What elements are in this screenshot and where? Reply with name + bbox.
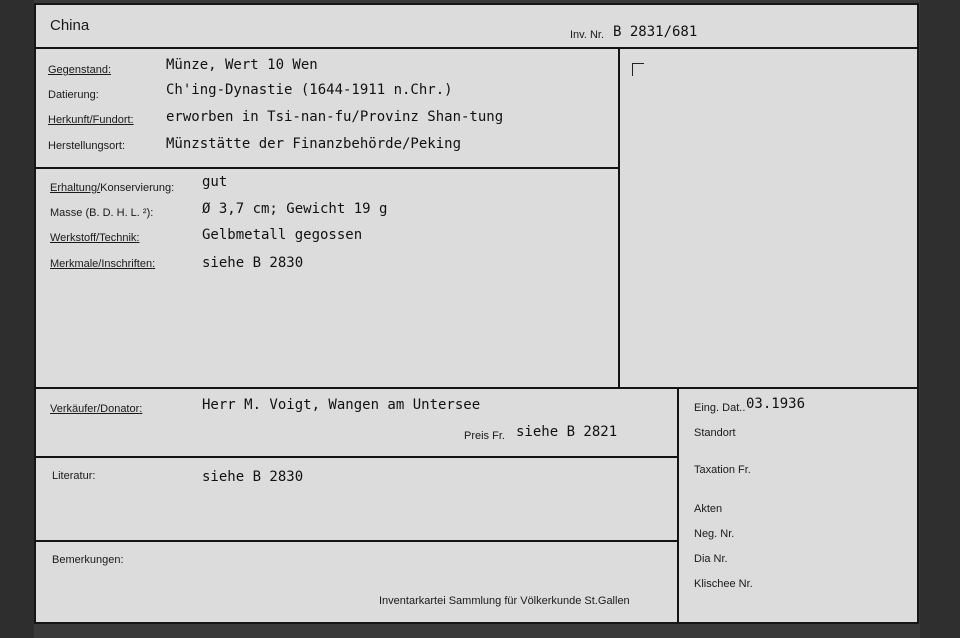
- herstellungsort-label: Herstellungsort :: [48, 140, 125, 152]
- klischee-nr-label: Klischee Nr.: [694, 578, 753, 590]
- werkstoff-label: Werkstoff/Technik :: [50, 232, 139, 244]
- section1-bottom-rule: [36, 167, 619, 169]
- bemerkungen-label: Bemerkungen :: [52, 554, 124, 566]
- verkaeufer-value: Herr M. Voigt, Wangen am Untersee: [202, 397, 481, 413]
- gegenstand-label: Gegenstand :: [48, 64, 111, 76]
- background-right: [920, 0, 960, 638]
- card-footer: Inventarkartei Sammlung für Völkerkunde St.Gallen: [379, 595, 630, 607]
- inventory-card: [34, 3, 919, 624]
- region-title: China: [50, 17, 90, 34]
- herkunft-label: Herkunft/Fundort :: [48, 114, 134, 126]
- erhaltung-label-part: Erhaltung/: [50, 182, 101, 194]
- header-rule: [36, 47, 917, 49]
- literatur-value: siehe B 2830: [202, 469, 304, 485]
- corner-bracket: [632, 63, 644, 76]
- gegenstand-value: Münze, Wert 10 Wen: [166, 57, 318, 73]
- middle-horizontal-rule: [36, 387, 917, 389]
- inv-nr-label: Inv. Nr.: [570, 29, 605, 41]
- literatur-bottom-rule: [36, 540, 678, 542]
- inv-nr-value: B 2831/681: [613, 24, 698, 40]
- preis-value: siehe B 2821: [516, 424, 618, 440]
- erhaltung-label: [50, 182, 174, 194]
- eing-dat-label: Eing. Dat. .: [694, 402, 745, 414]
- preis-label: Preis Fr.: [464, 430, 505, 442]
- lower-vertical-divider: [677, 387, 679, 622]
- masse-value: Ø 3,7 cm; Gewicht 19 g: [202, 201, 388, 217]
- upper-vertical-divider: [618, 47, 620, 388]
- neg-nr-label: Neg. Nr.: [694, 528, 735, 540]
- datierung-value: Ch'ing-Dynastie (1644-1911 n.Chr.): [166, 82, 453, 98]
- masse-label: Masse (B. D. H. L. ²) :: [50, 207, 153, 219]
- taxation-label: Taxation Fr.: [694, 464, 751, 476]
- herstellungsort-value: Münzstätte der Finanzbehörde/Peking: [166, 136, 462, 152]
- datierung-label: Datierung :: [48, 89, 99, 101]
- standort-label: Standort: [694, 427, 736, 439]
- merkmale-label: Merkmale/Inschriften :: [50, 258, 155, 270]
- erhaltung-value: gut: [202, 174, 228, 190]
- akten-label: Akten: [694, 503, 723, 515]
- literatur-label: Literatur :: [52, 470, 95, 482]
- verkaeufer-label: Verkäufer/Donator :: [50, 403, 142, 415]
- konservierung-label-part: Konservierung :: [100, 182, 174, 194]
- merkmale-value: siehe B 2830: [202, 255, 304, 271]
- background-left: [0, 0, 34, 638]
- dia-nr-label: Dia Nr.: [694, 553, 728, 565]
- herkunft-value: erworben in Tsi-nan-fu/Provinz Shan-tung: [166, 109, 504, 125]
- eing-dat-value: 03.1936: [746, 396, 806, 412]
- werkstoff-value: Gelbmetall gegossen: [202, 227, 363, 243]
- preis-bottom-rule: [36, 456, 678, 458]
